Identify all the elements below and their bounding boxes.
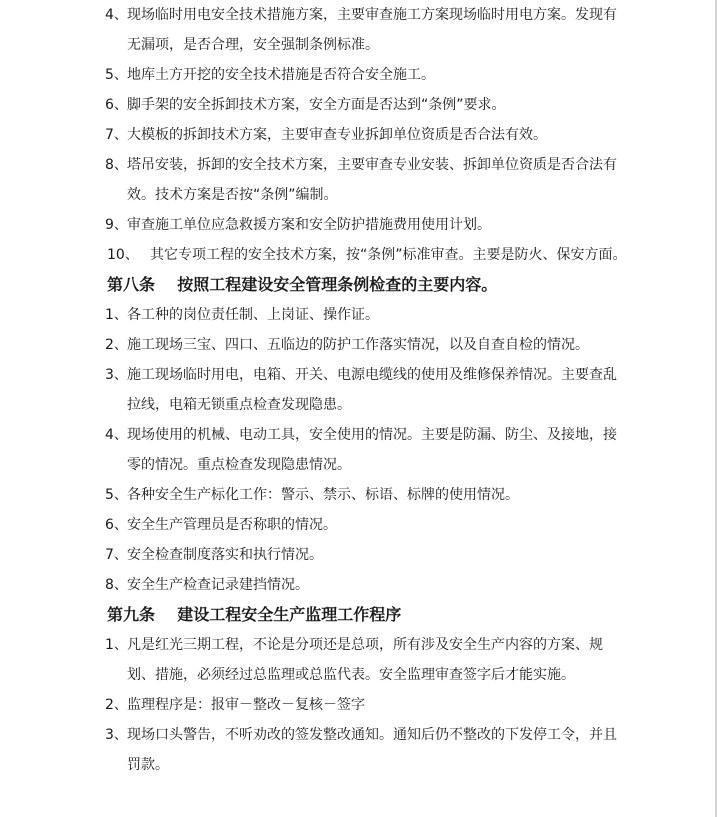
item-text: 其它专项工程的安全技术方案，按“条例”标准审查。主要是防火、保安方面。 — [150, 247, 627, 263]
list-item — [0, 0, 714, 60]
list-item — [0, 150, 714, 210]
item-text: 凡是红光三期工程，不论是分项还是总项，所有涉及安全生产内容的方案、规划、措施，必须经过总监理或总监代表。安全监理审查签字后才能实施。 — [127, 637, 603, 683]
list-item — [0, 510, 714, 540]
section7-list — [0, 0, 714, 270]
list-item — [0, 210, 714, 240]
item-text: 地库土方开挖的安全技术措施是否符合安全施工。 — [127, 67, 435, 83]
list-item — [0, 480, 714, 510]
item-number: 7、 — [105, 547, 128, 563]
item-number: 1、 — [105, 637, 128, 653]
item-text: 安全生产检查记录建挡情况。 — [127, 577, 309, 593]
list-item — [0, 690, 714, 720]
item-number: 6、 — [105, 517, 128, 533]
section9-list — [0, 630, 714, 780]
item-number: 7、 — [105, 127, 128, 143]
item-number: 10、 — [107, 247, 139, 263]
list-item — [0, 330, 714, 360]
list-item — [0, 360, 714, 420]
item-number: 3、 — [105, 367, 128, 383]
list-item — [0, 90, 714, 120]
item-text: 现场使用的机械、电动工具，安全使用的情况。主要是防漏、防尘、及接地，接零的情况。重点检查发现隐患情况。 — [127, 427, 617, 473]
item-number: 1、 — [105, 307, 128, 323]
list-item — [0, 300, 714, 330]
item-number: 8、 — [105, 577, 128, 593]
item-text: 各工种的岗位责任制、上岗证、操作证。 — [127, 307, 379, 323]
item-number: 2、 — [105, 697, 128, 713]
item-text: 审查施工单位应急救援方案和安全防护措施费用使用计划。 — [127, 217, 491, 233]
section9-heading: 第九条 建设工程安全生产监理工作程序 — [107, 605, 402, 624]
item-number: 2、 — [105, 337, 128, 353]
item-number: 9、 — [105, 217, 128, 233]
list-item — [0, 630, 714, 690]
item-text: 各种安全生产标化工作：警示、禁示、标语、标牌的使用情况。 — [127, 487, 519, 503]
item-text: 施工现场三宝、四口、五临边的防护工作落实情况，以及自查自检的情况。 — [127, 337, 589, 353]
item-text: 现场口头警告，不听劝改的签发整改通知。通知后仍不整改的下发停工令，并且罚款。 — [127, 727, 617, 773]
list-item — [0, 120, 714, 150]
item-text: 塔吊安装，拆卸的安全技术方案，主要审查专业安装、拆卸单位资质是否合法有效。技术方案是否按“条例”编制。 — [127, 157, 617, 203]
list-item — [0, 720, 714, 780]
item-number: 4、 — [105, 7, 128, 23]
section8-list — [0, 300, 714, 600]
item-number: 4、 — [105, 427, 128, 443]
item-number: 8、 — [105, 157, 128, 173]
list-item — [0, 60, 714, 90]
section8-heading: 第八条 按照工程建设安全管理条例检查的主要内容。 — [107, 275, 498, 294]
item-text: 监理程序是：报审－整改－复核－签字 — [127, 697, 365, 713]
item-number: 5、 — [105, 67, 128, 83]
item-text: 安全检查制度落实和执行情况。 — [127, 547, 323, 563]
item-text: 安全生产管理员是否称职的情况。 — [127, 517, 337, 533]
list-item — [0, 240, 714, 270]
list-item — [0, 420, 714, 480]
list-item — [0, 540, 714, 570]
item-text: 现场临时用电安全技术措施方案，主要审查施工方案现场临时用电方案。发现有无漏项，是否合理，安全强制条例标准。 — [127, 7, 617, 53]
item-text: 施工现场临时用电，电箱、开关、电源电缆线的使用及维修保养情况。主要查乱拉线，电箱无锁重点检查发现隐患。 — [127, 367, 617, 413]
item-number: 5、 — [105, 487, 128, 503]
item-text: 脚手架的安全拆卸技术方案，安全方面是否达到“条例”要求。 — [127, 97, 506, 113]
list-item — [0, 570, 714, 600]
item-text: 大模板的拆卸技术方案，主要审查专业拆卸单位资质是否合法有效。 — [127, 127, 547, 143]
item-number: 6、 — [105, 97, 128, 113]
item-number: 3、 — [105, 727, 128, 743]
